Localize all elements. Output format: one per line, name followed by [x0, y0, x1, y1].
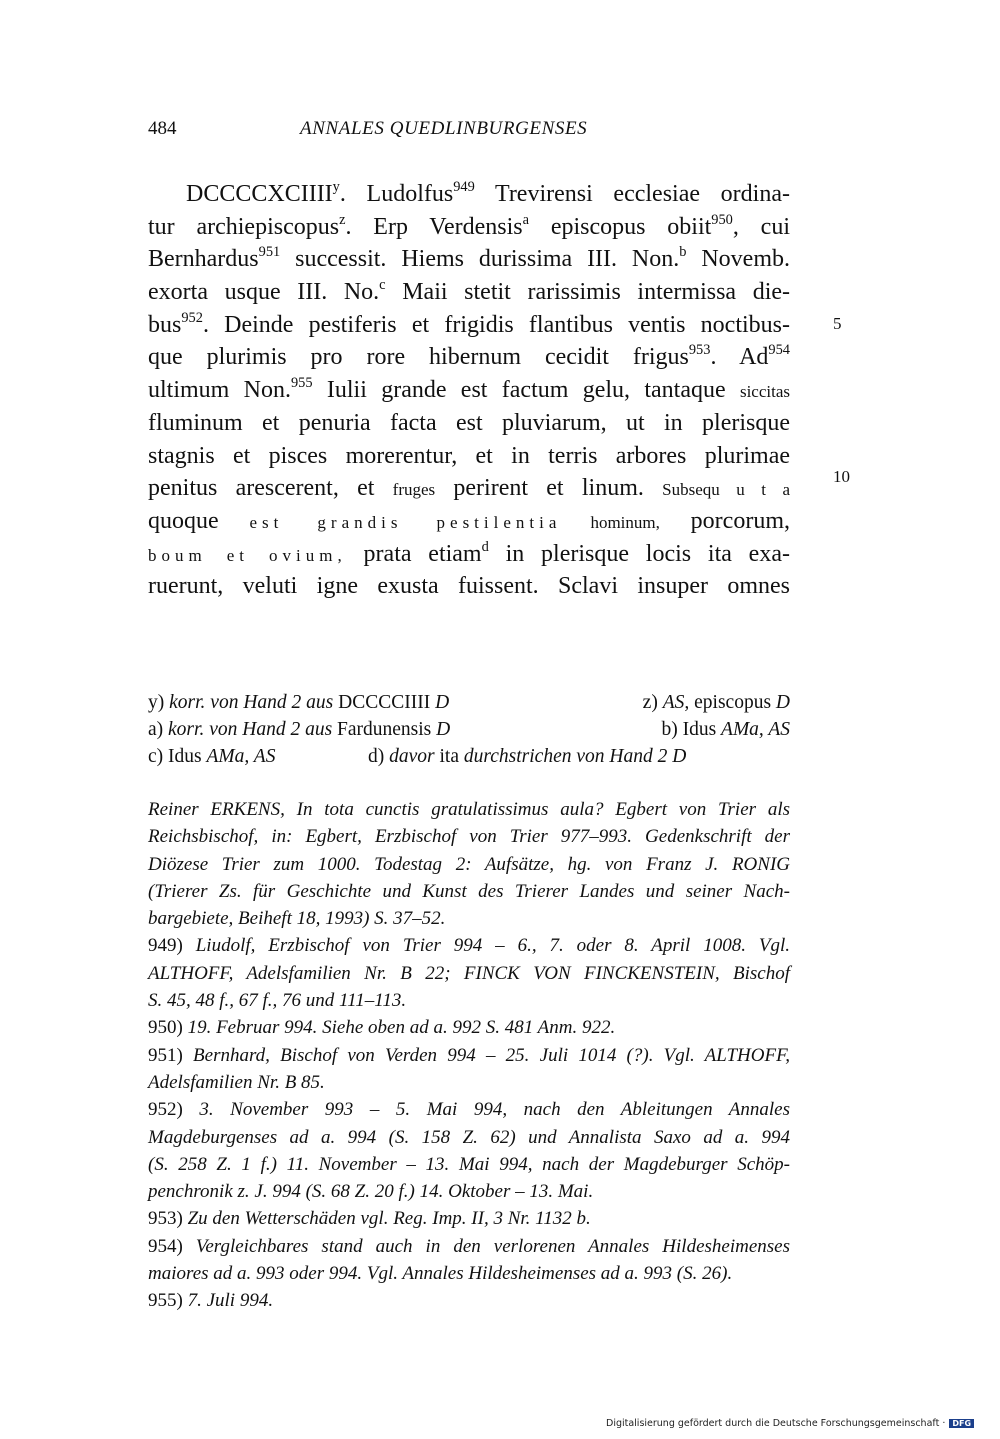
- text-line: tur archiepiscopus$^z$. Erp Verdensis$^a$ episcopus obiit$^{950}$, cui: [148, 211, 790, 240]
- text-line: fluminum et penuria facta est pluviarum, ut in plerisque: [148, 409, 790, 436]
- text-line: ultimum Non.$^{955}$ Iulii grande est factum gelu, tantaque siccitas: [148, 375, 790, 404]
- dfg-logo: DFG: [949, 1419, 974, 1428]
- apparatus-note-z: z) AS, episcopus D: [642, 692, 790, 713]
- footnote-line: Reichsbischof, in: Egbert, Erzbischof von Trier 977–993. Gedenkschrift der: [148, 826, 790, 848]
- footnote-line: Adelsfamilien Nr. B 85.: [148, 1071, 325, 1093]
- footnotes: [148, 796, 790, 1315]
- text-line: penitus arescerent, et fruges perirent et linum. Subsequ u t a: [148, 475, 791, 502]
- line-number-10: 10: [833, 467, 850, 486]
- text-line: exorta usque III. No.$^c$ Maii stetit rarissimis intermissa die-: [148, 276, 791, 306]
- page-number: 484: [148, 118, 177, 139]
- text-line: Bernhardus$^{951}$ successit. Hiems durissima III. Non.$^b$ Novemb.: [148, 244, 791, 273]
- footnote-954: 954) Vergleichbares stand auch in den verlorenen Annales Hildesheimenses: [148, 1235, 790, 1257]
- text-line: bus$^{952}$. Deinde pestiferis et frigidis flantibus ventis noctibus-: [148, 309, 790, 338]
- line-number-5: 5: [833, 314, 842, 333]
- apparatus-note-b: b) Idus AMa, AS: [661, 719, 790, 740]
- footnote-line: penchronik z. J. 994 (S. 68 Z. 20 f.) 14. Oktober – 13. Mai.: [148, 1181, 594, 1203]
- footnote-line: maiores ad a. 993 oder 994. Vgl. Annales Hildesheimenses ad a. 993 (S. 26).: [148, 1263, 733, 1285]
- apparatus-note-d: d) davor ita durchstrichen von Hand 2 D: [368, 746, 687, 767]
- text-line: stagnis et pisces morerentur, et in terris arbores plurimae: [148, 442, 790, 469]
- page-header: [148, 118, 848, 148]
- footnote-951: 951) Bernhard, Bischof von Verden 994 – 25. Juli 1014 (?). Vgl. ALTHOFF,: [148, 1044, 790, 1066]
- digitization-footer: [606, 1418, 974, 1429]
- footnote-line: ALTHOFF, Adelsfamilien Nr. B 22; FINCK VON FINCKENSTEIN, Bischof: [148, 962, 790, 984]
- apparatus-note-y: y) korr. von Hand 2 aus DCCCCIIII D: [148, 692, 450, 713]
- main-text: [148, 178, 790, 603]
- footnote-line: bargebiete, Beiheft 18, 1993) S. 37–52.: [148, 908, 446, 930]
- apparatus-note-a: a) korr. von Hand 2 aus Fardunensis D: [148, 719, 451, 740]
- footnote-line: Magdeburgenses ad a. 994 (S. 158 Z. 62) und Annalista Saxo ad a. 994: [148, 1126, 790, 1148]
- apparatus-row: [148, 690, 790, 716]
- text-line: boum et ovium, prata etiam$^d$ in plerisque locis ita exa-: [148, 538, 790, 567]
- footnote-line: Diözese Trier zum 1000. Todestag 2: Aufsätze, hg. von Franz J. RONIG: [148, 853, 790, 875]
- footnote-955: 955) 7. Juli 994.: [148, 1290, 274, 1312]
- footnote-950: 950) 19. Februar 994. Siehe oben ad a. 992 S. 481 Anm. 922.: [148, 1017, 616, 1039]
- apparatus-note-c: c) Idus AMa, AS: [148, 746, 276, 767]
- apparatus-row: [148, 744, 790, 770]
- text-line: que plurimis pro rore hibernum cecidit frigus$^{953}$. Ad$^{954}$: [148, 342, 790, 371]
- text-line: DCCCCXCIIII$^y$. Ludolfus$^{949}$ Trevirensi ecclesiae ordina-: [186, 178, 790, 207]
- text-line: quoque est grandis pestilentia hominum, porcorum,: [148, 507, 790, 534]
- footnote-953: 953) Zu den Wetterschäden vgl. Reg. Imp. II, 3 Nr. 1132 b.: [148, 1208, 591, 1230]
- footer-text: Digitalisierung gefördert durch die Deutsche Forschungsgemeinschaft ·: [606, 1418, 946, 1429]
- apparatus-row: [148, 717, 790, 743]
- text-line: ruerunt, veluti igne exusta fuissent. Sclavi insuper omnes: [148, 573, 790, 600]
- footnote-952: 952) 3. November 993 – 5. Mai 994, nach den Ableitungen Annales: [148, 1099, 790, 1121]
- footnote-line: (Trierer Zs. für Geschichte und Kunst des Trierer Landes und seiner Nach-: [148, 880, 790, 902]
- footnote-line: (S. 258 Z. 1 f.) 11. November – 13. Mai 994, nach der Magdeburger Schöp-: [148, 1153, 790, 1175]
- footnote-line: S. 45, 48 f., 67 f., 76 und 111–113.: [148, 990, 407, 1012]
- running-title: ANNALES QUEDLINBURGENSES: [300, 118, 588, 139]
- footnote-line: Reiner ERKENS, In tota cunctis gratulatissimus aula? Egbert von Trier als: [148, 799, 790, 820]
- footnote-949: 949) Liudolf, Erzbischof von Trier 994 – 6., 7. oder 8. April 1008. Vgl.: [148, 935, 790, 957]
